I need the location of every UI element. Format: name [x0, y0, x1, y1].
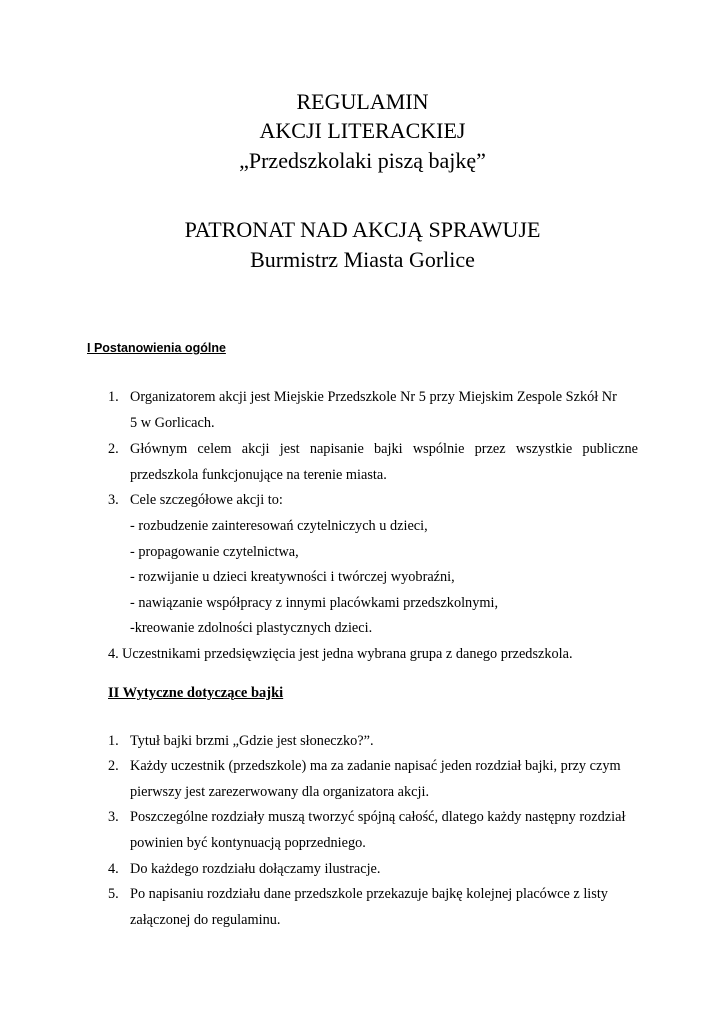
s2-item3-number: 3.: [108, 809, 119, 825]
subtitle-akcji: AKCJI LITERACKIEJ: [259, 118, 466, 143]
s1-item4-line1: Uczestnikami przedsięwzięcia jest jedna wybrana grupa z danego przedszkola.: [122, 646, 573, 662]
s2-item5-line2: załączonej do regulaminu.: [130, 912, 281, 928]
s1-item2-number: 2.: [108, 441, 119, 457]
section1-heading: I Postanowienia ogólne: [87, 341, 226, 355]
title-regulamin: REGULAMIN: [296, 89, 429, 114]
burmistrz-line: Burmistrz Miasta Gorlice: [250, 247, 475, 272]
s1-item1-line1: Organizatorem akcji jest Miejskie Przedszkole Nr 5 przy Miejskim Zespole Szkół Nr: [130, 389, 617, 405]
s2-item2-line2: pierwszy jest zarezerwowany dla organizatora akcji.: [130, 784, 430, 800]
s2-item5-line1: Po napisaniu rozdziału dane przedszkole przekazuje bajkę kolejnej placówce z listy: [130, 886, 608, 902]
s1-item3-line5: - nawiązanie współpracy z innymi placówkami przedszkolnymi,: [130, 595, 499, 611]
s2-item2-line1: Każdy uczestnik (przedszkole) ma za zadanie napisać jeden rozdział bajki, przy czym: [130, 758, 621, 774]
s1-item2-line2: przedszkola funkcjonujące na terenie miasta.: [130, 467, 387, 483]
s2-item2-number: 2.: [108, 758, 119, 774]
s2-item5-number: 5.: [108, 886, 119, 902]
s1-item2-line1: Głównym celem akcji jest napisanie bajki wspólnie przez wszystkie publiczne: [130, 441, 638, 457]
s1-item3-number: 3.: [108, 492, 119, 508]
s2-item3-line1: Poszczególne rozdziały muszą tworzyć spójną całość, dlatego każdy następny rozdział: [130, 809, 626, 825]
s1-item1-line2: 5 w Gorlicach.: [130, 415, 215, 431]
s1-item3-line1: Cele szczegółowe akcji to:: [130, 492, 283, 508]
s1-item3-line4: - rozwijanie u dzieci kreatywności i twórczej wyobraźni,: [130, 569, 455, 585]
section2-heading: II Wytyczne dotyczące bajki: [108, 685, 284, 701]
s2-item1-line1: Tytuł bajki brzmi „Gdzie jest słoneczko?”.: [130, 733, 374, 749]
s2-item4-line1: Do każdego rozdziału dołączamy ilustracje.: [130, 861, 381, 877]
s1-item3-line2: - rozbudzenie zainteresowań czytelniczych u dzieci,: [130, 518, 428, 534]
s1-item1-number: 1.: [108, 389, 119, 405]
s1-item4-number: 4.: [108, 646, 119, 662]
s1-item3-line3: - propagowanie czytelnictwa,: [130, 544, 299, 560]
s2-item4-number: 4.: [108, 861, 119, 877]
s1-item3-line6: -kreowanie zdolności plastycznych dzieci.: [130, 620, 373, 636]
patronat-line: PATRONAT NAD AKCJĄ SPRAWUJE: [184, 217, 541, 242]
s2-item1-number: 1.: [108, 733, 119, 749]
subtitle-przedszkolaki: „Przedszkolaki piszą bajkę”: [239, 148, 486, 173]
s2-item3-line2: powinien być kontynuacją poprzedniego.: [130, 835, 366, 851]
